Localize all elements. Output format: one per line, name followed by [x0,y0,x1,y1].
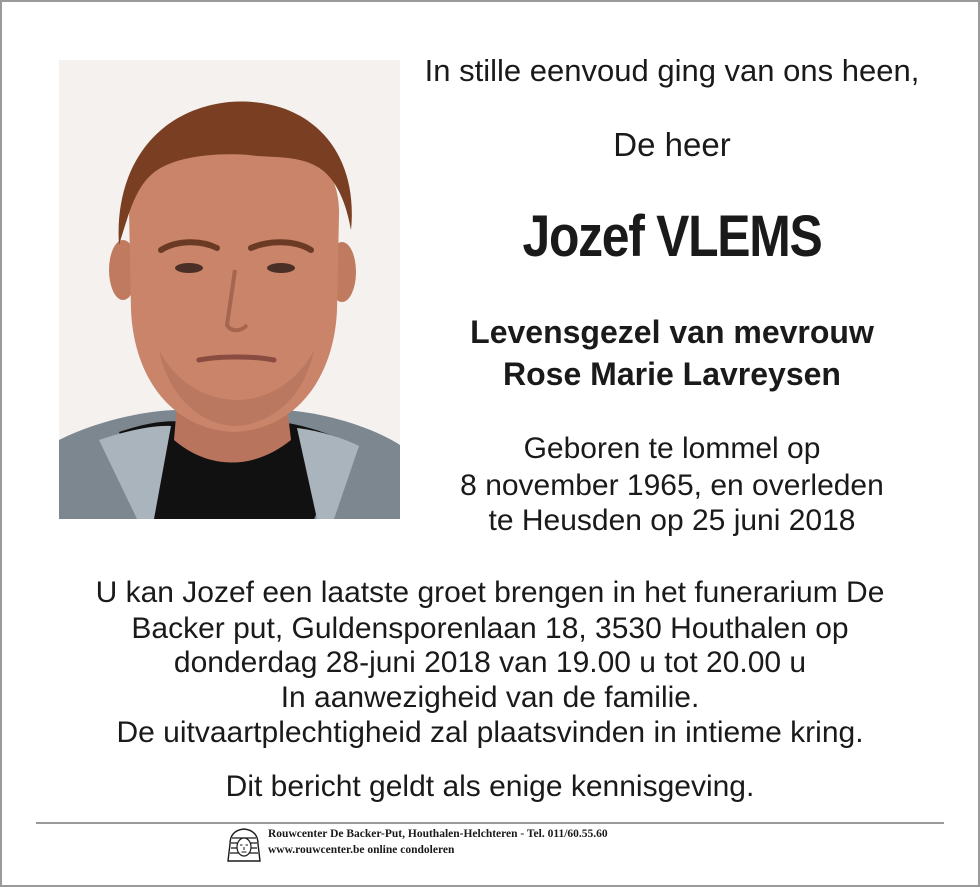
footer-website[interactable]: www.rouwcenter.be online condoleren [268,844,455,856]
birth-line-1: Geboren te lommel op [523,432,821,465]
farewell-line-1: U kan Jozef een laatste groet brengen in het funerarium De [95,576,885,609]
deceased-name: Jozef VLEMS [522,204,822,269]
farewell-line-2: Backer put, Guldensporenlaan 18, 3530 Houthalen op [131,612,849,645]
honorific: De heer [613,126,731,163]
partner-line-2: Rose Marie Lavreysen [503,356,841,392]
farewell-line-3: donderdag 28-juni 2018 van 19.00 u tot 20.00 u [173,646,807,679]
pharaoh-head-icon [226,828,262,862]
birth-line-3: te Heusden op 25 juni 2018 [488,504,856,537]
intro-line: In stille eenvoud ging van ons heen, [424,53,920,88]
birth-line-2: 8 november 1965, en overleden [460,469,884,502]
farewell-line-5: De uitvaartplechtigheid zal plaatsvinden in intieme kring. [116,716,864,749]
portrait-photo [59,60,400,519]
notice-statement: Dit bericht geldt als enige kennisgeving. [225,770,755,803]
partner-line-1: Levensgezel van mevrouw [470,314,874,350]
footer-divider [36,822,944,824]
footer-contact: Rouwcenter De Backer-Put, Houthalen-Helchteren - Tel. 011/60.55.60 [268,828,608,840]
farewell-line-4: In aanwezigheid van de familie. [280,681,700,714]
footer [226,826,746,866]
